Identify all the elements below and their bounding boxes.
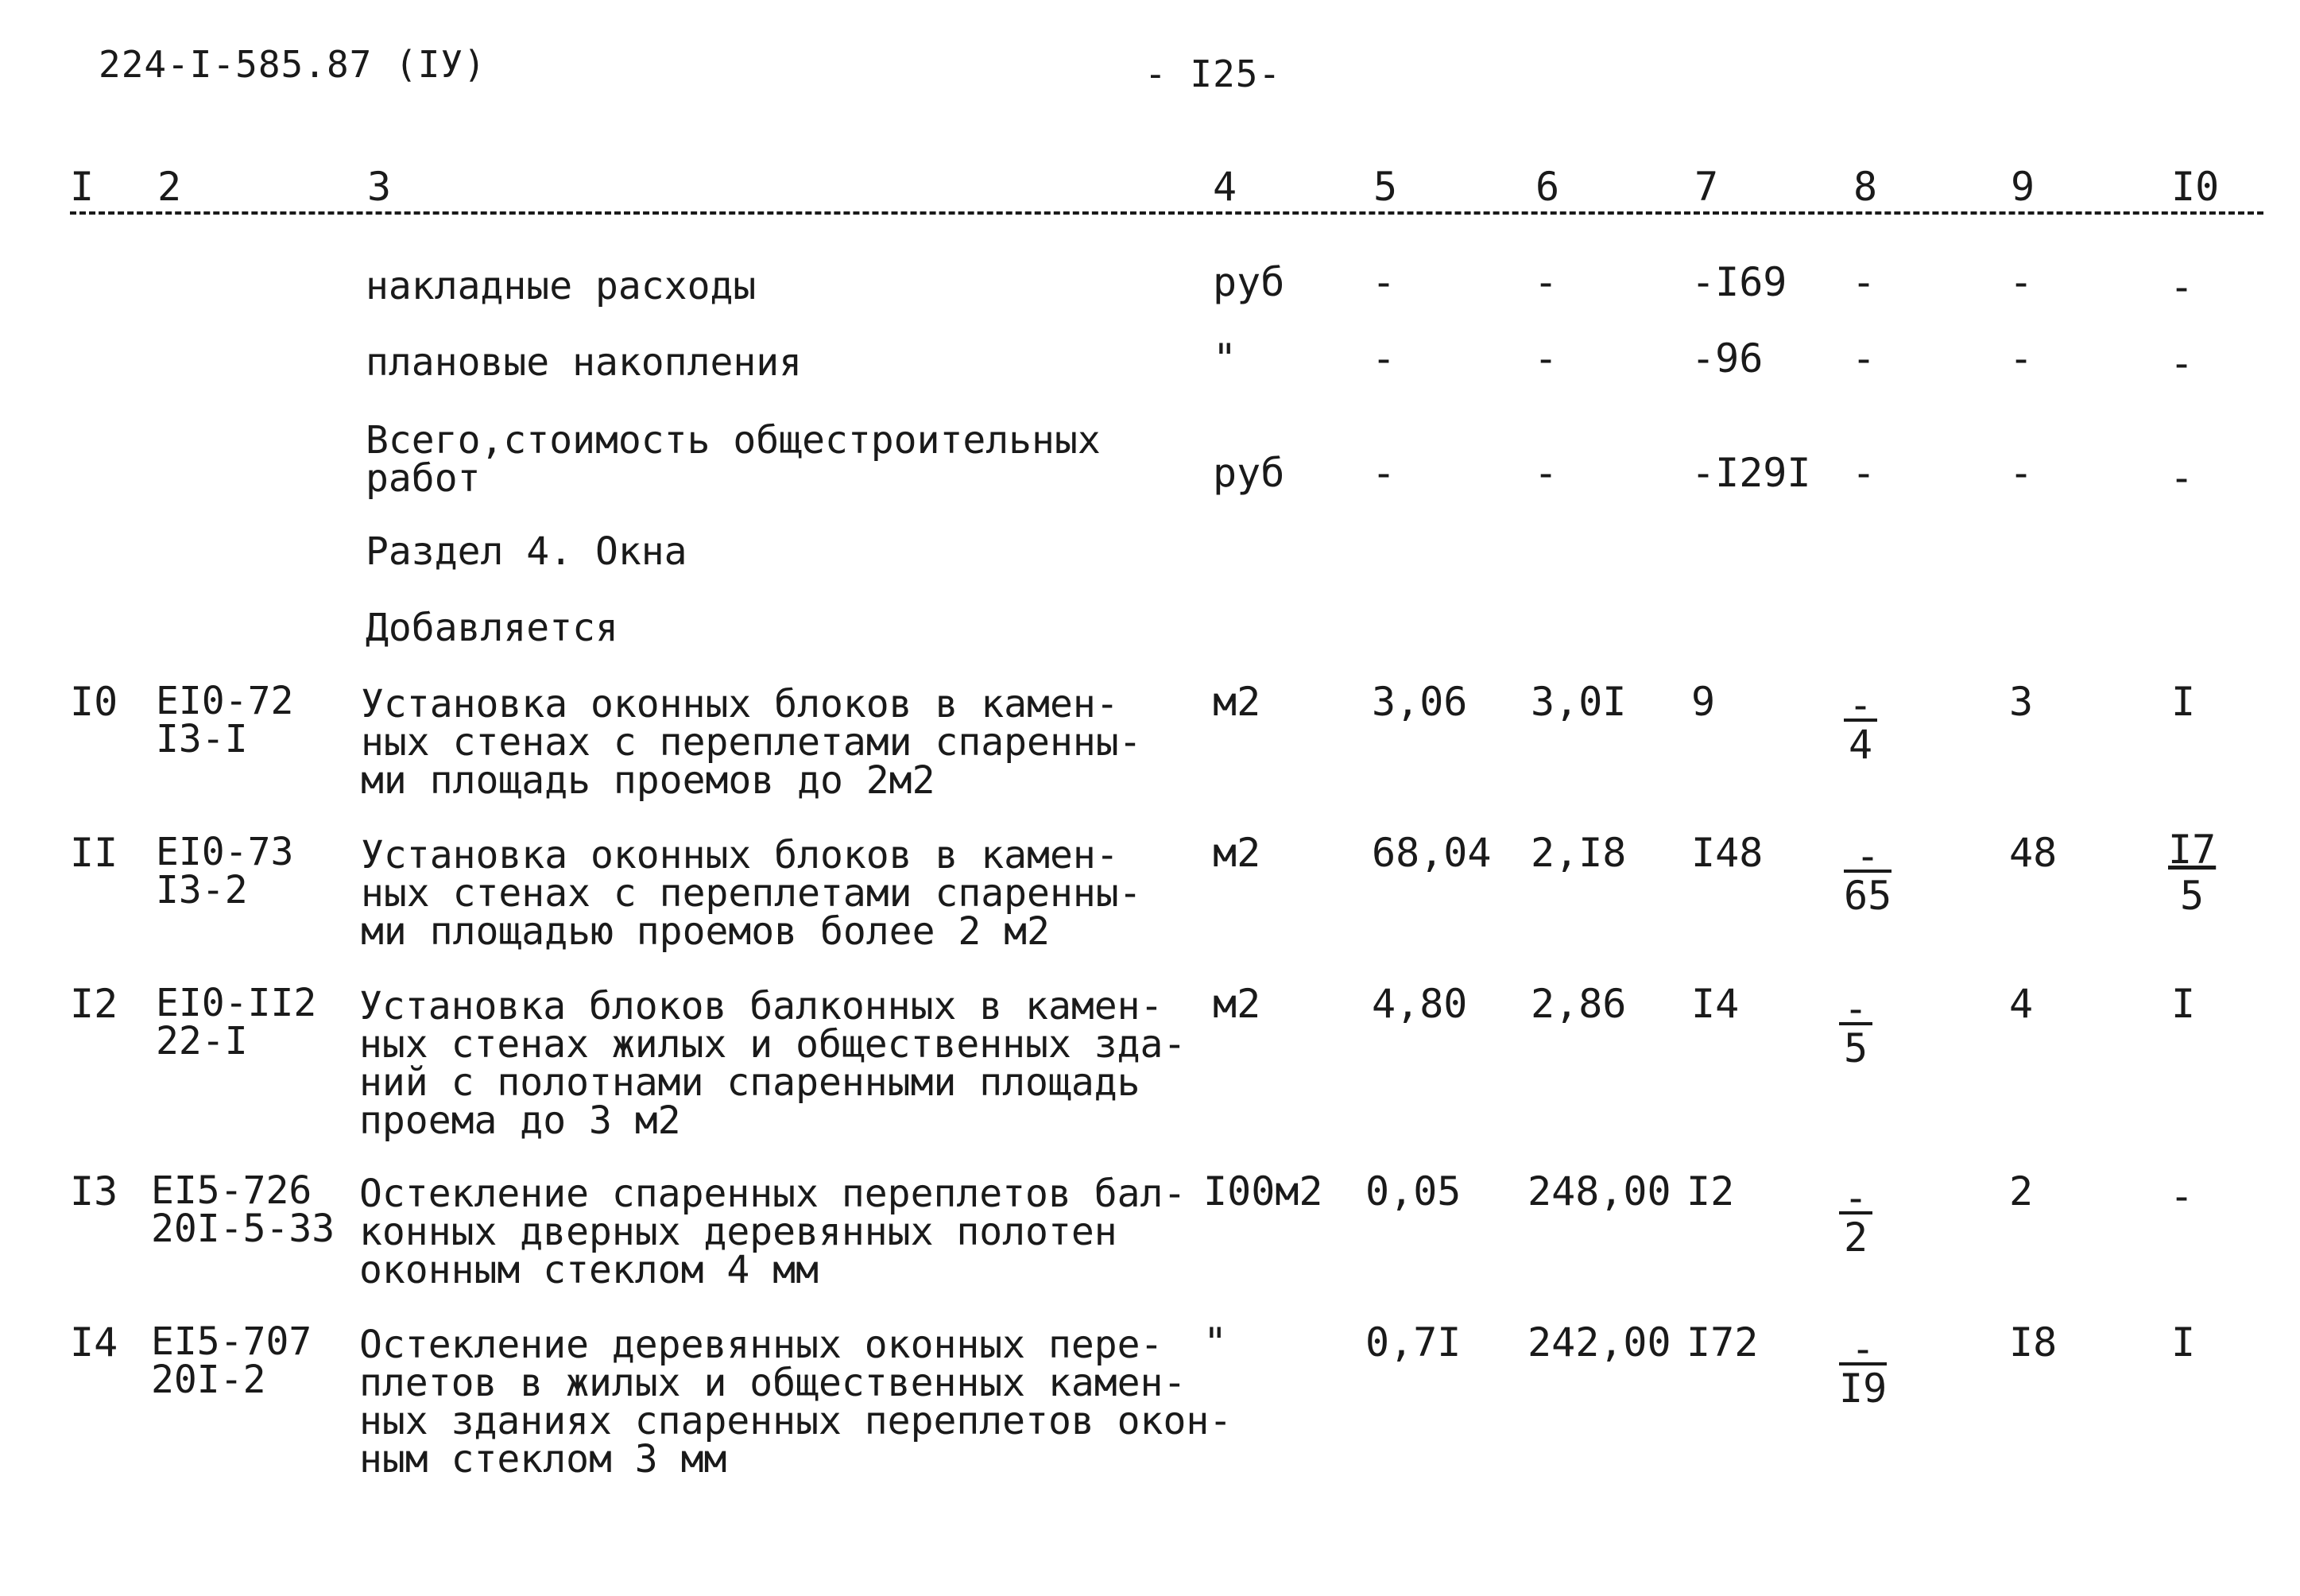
summary-total-c6: - <box>1534 450 1559 496</box>
summary-overhead-c5: - <box>1372 259 1396 305</box>
row-12-description: Установка блоков балконных в камен- ных стенах жилых и общественных зда- ний с полотнами спаренными площадь проема до 3 м2 <box>359 984 1187 1143</box>
row-11-c10-bottom: 5 <box>2180 873 2205 919</box>
row-10-c8-bottom: 4 <box>1849 722 1873 768</box>
row-11-c5: 68,04 <box>1372 830 1492 876</box>
row-14-c8-fraction <box>1839 1326 1888 1412</box>
summary-total-c7: -I29I <box>1691 450 1811 496</box>
row-13-c10: - <box>2170 1173 2194 1219</box>
row-13-c6: 248,00 <box>1528 1168 1671 1214</box>
row-12-c10: I <box>2171 981 2196 1027</box>
row-14-number: I4 <box>70 1319 118 1366</box>
column-number-4: 4 <box>1213 164 1237 210</box>
row-10-c6: 3,0I <box>1531 679 1627 725</box>
summary-planned-label: плановые накопления <box>366 340 803 385</box>
section-subtitle: Добавляется <box>366 606 618 650</box>
summary-overhead-c10: - <box>2170 264 2194 310</box>
row-12-c8-bottom: 5 <box>1844 1025 1868 1071</box>
row-14-c7: I72 <box>1686 1319 1759 1366</box>
column-number-1: I <box>70 164 95 210</box>
row-12-c6: 2,86 <box>1531 981 1627 1027</box>
column-number-5: 5 <box>1373 164 1398 210</box>
document-code: 224-I-585.87 (IУ) <box>99 43 486 86</box>
row-13-c9: 2 <box>2009 1168 2034 1214</box>
row-11-code: EI0-73 I3-2 <box>156 830 294 912</box>
row-13-number: I3 <box>70 1168 118 1214</box>
column-number-2: 2 <box>157 164 182 210</box>
row-10-c8-fraction <box>1844 682 1877 768</box>
row-10-c5: 3,06 <box>1372 679 1468 725</box>
summary-total-c8: - <box>1852 450 1876 496</box>
row-10-c8-top: - <box>1844 691 1877 722</box>
row-13-c5: 0,05 <box>1365 1168 1462 1214</box>
summary-overhead-c9: - <box>2009 259 2034 305</box>
summary-overhead-label: накладные расходы <box>366 264 757 308</box>
row-11-unit: м2 <box>1213 830 1261 876</box>
row-14-c10: I <box>2171 1319 2196 1366</box>
summary-planned-c8: - <box>1852 335 1876 382</box>
row-14-c8-top: - <box>1839 1335 1887 1366</box>
column-number-8: 8 <box>1853 164 1878 210</box>
row-10-code: EI0-72 I3-I <box>156 679 294 761</box>
row-11-c9: 48 <box>2009 830 2058 876</box>
section-title: Раздел 4. Окна <box>366 529 687 574</box>
row-11-c6: 2,I8 <box>1531 830 1627 876</box>
row-12-unit: м2 <box>1213 981 1261 1027</box>
row-10-c10: I <box>2171 679 2196 725</box>
row-11-c8-top: - <box>1844 843 1891 873</box>
row-14-c8-bottom: I9 <box>1839 1366 1888 1412</box>
row-14-c9: I8 <box>2009 1319 2058 1366</box>
row-11-c10-top: I7 <box>2168 827 2217 873</box>
summary-total-unit: руб <box>1213 450 1285 496</box>
summary-overhead-c6: - <box>1534 259 1559 305</box>
row-12-code: EI0-II2 22-I <box>156 981 317 1063</box>
row-13-code: EI5-726 20I-5-33 <box>151 1168 335 1251</box>
row-10-description: Установка оконных блоков в камен- ных стенах с переплетами спаренны- ми площадь проемов до 2м2 <box>361 682 1142 803</box>
row-12-number: I2 <box>70 981 118 1027</box>
summary-planned-c7: -96 <box>1691 335 1764 382</box>
row-12-c5: 4,80 <box>1372 981 1468 1027</box>
page-number: - I25- <box>1144 52 1282 95</box>
summary-planned-unit: " <box>1213 335 1237 382</box>
row-11-description: Установка оконных блоков в камен- ных стенах с переплетами спаренны- ми площадью проемов более 2 м2 <box>361 833 1142 954</box>
column-number-9: 9 <box>2011 164 2035 210</box>
row-11-c10-fraction <box>2163 827 2221 919</box>
row-13-c8-top: - <box>1839 1184 1872 1214</box>
row-12-c8-fraction <box>1839 986 1872 1071</box>
column-number-7: 7 <box>1694 164 1719 210</box>
row-10-unit: м2 <box>1213 679 1261 725</box>
summary-overhead-c8: - <box>1852 259 1876 305</box>
row-14-c5: 0,7I <box>1365 1319 1462 1366</box>
summary-overhead-unit: руб <box>1213 259 1285 305</box>
summary-total-c5: - <box>1372 450 1396 496</box>
summary-overhead-c7: -I69 <box>1691 259 1787 305</box>
row-13-c8-fraction <box>1839 1175 1872 1261</box>
row-12-c9: 4 <box>2009 981 2034 1027</box>
summary-planned-c6: - <box>1534 335 1559 382</box>
row-13-unit: I00м2 <box>1203 1168 1323 1214</box>
summary-total-label: Всего,стоимость общестроительных работ <box>366 418 1101 501</box>
row-14-unit: " <box>1203 1319 1228 1366</box>
row-14-description: Остекление деревянных оконных пере- плетов в жилых и общественных камен- ных зданиях спаренных переплетов окон- ным стеклом 3 мм <box>359 1323 1233 1482</box>
header-divider <box>70 211 2263 215</box>
column-number-10: I0 <box>2171 164 2220 210</box>
row-11-c8-bottom: 65 <box>1844 873 1892 919</box>
row-14-code: EI5-707 20I-2 <box>151 1319 312 1402</box>
summary-planned-c5: - <box>1372 335 1396 382</box>
row-11-c8-fraction <box>1844 833 1892 919</box>
row-14-c6: 242,00 <box>1528 1319 1671 1366</box>
row-13-c8-bottom: 2 <box>1844 1214 1868 1261</box>
column-number-3: 3 <box>367 164 392 210</box>
row-11-c7: I48 <box>1691 830 1764 876</box>
summary-planned-c9: - <box>2009 335 2034 382</box>
row-13-c7: I2 <box>1686 1168 1735 1214</box>
row-12-c7: I4 <box>1691 981 1740 1027</box>
row-12-c8-top: - <box>1839 995 1872 1025</box>
row-10-c7: 9 <box>1691 679 1716 725</box>
summary-total-c9: - <box>2009 450 2034 496</box>
summary-total-c10: - <box>2170 455 2194 501</box>
summary-planned-c10: - <box>2170 340 2194 386</box>
row-13-description: Остекление спаренных переплетов бал- конных дверных деревянных полотен оконным стеклом 4 мм <box>359 1172 1187 1292</box>
row-10-number: I0 <box>70 679 118 725</box>
row-10-c9: 3 <box>2009 679 2034 725</box>
column-number-6: 6 <box>1535 164 1560 210</box>
row-11-number: II <box>70 830 118 876</box>
